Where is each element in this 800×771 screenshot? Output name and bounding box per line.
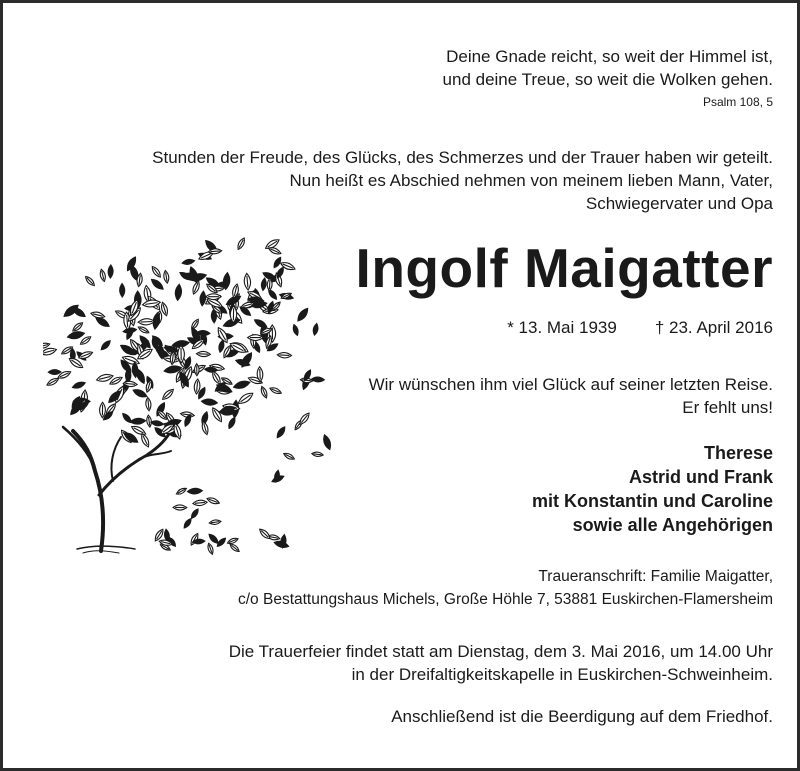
intro-line-1: Stunden der Freude, des Glücks, des Schmerzes und der Trauer haben wir geteilt. bbox=[152, 148, 773, 167]
address-line-2: c/o Bestattungshaus Michels, Große Höhle 7, 53881 Euskirchen-Flamersheim bbox=[238, 591, 773, 608]
wish-line-2: Er fehlt uns! bbox=[682, 398, 773, 417]
wish-line-1: Wir wünschen ihm viel Glück auf seiner letzten Reise. bbox=[368, 375, 773, 394]
mourners-list bbox=[532, 441, 773, 537]
quote-source: Psalm 108, 5 bbox=[702, 95, 773, 109]
farewell-wish bbox=[369, 373, 773, 419]
service-line-2: in der Dreifaltigkeitskapelle in Euskirchen-Schweinheim. bbox=[351, 665, 773, 684]
mourner-4: sowie alle Angehörigen bbox=[572, 515, 773, 535]
birth-date: * 13. Mai 1939 bbox=[507, 318, 617, 337]
intro-line-2: Nun heißt es Abschied nehmen von meinem lieben Mann, Vater, bbox=[289, 171, 773, 190]
life-dates bbox=[507, 317, 773, 339]
mourning-address bbox=[238, 565, 773, 611]
bible-quote bbox=[443, 45, 773, 113]
quote-line-2: und deine Treue, so weit die Wolken gehen. bbox=[442, 70, 773, 89]
mourner-1: Therese bbox=[703, 443, 773, 463]
windblown-tree-icon bbox=[43, 233, 333, 563]
intro-text bbox=[152, 146, 773, 215]
service-line-1: Die Trauerfeier findet statt am Dienstag, dem 3. Mai 2016, um 14.00 Uhr bbox=[228, 642, 773, 661]
intro-line-3: Schwiegervater und Opa bbox=[585, 194, 773, 213]
mourner-2: Astrid und Frank bbox=[628, 467, 773, 487]
address-line-1: Traueranschrift: Familie Maigatter, bbox=[538, 568, 773, 585]
quote-line-1: Deine Gnade reicht, so weit der Himmel ist, bbox=[446, 47, 773, 66]
death-date: † 23. April 2016 bbox=[654, 318, 773, 337]
funeral-service-info bbox=[229, 640, 773, 686]
deceased-name: Ingolf Maigatter bbox=[355, 237, 773, 299]
burial-info: Anschließend ist die Beerdigung auf dem Friedhof. bbox=[391, 707, 773, 726]
mourner-3: mit Konstantin und Caroline bbox=[532, 491, 773, 511]
